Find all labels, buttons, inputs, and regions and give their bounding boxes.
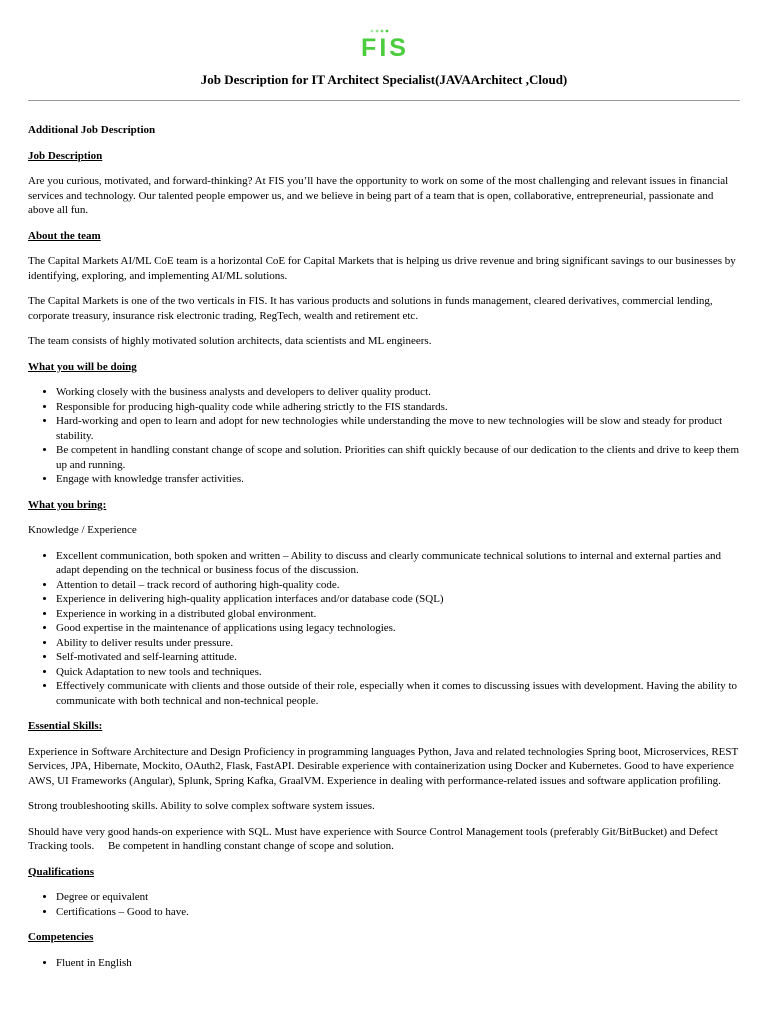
list-item: • Hard-working and open to learn and adopt for new technologies while understanding the move to new technologies will be slow and steady for product stability. (56, 414, 740, 443)
list-item: • Experience in delivering high-quality application interfaces and/or database code (SQL) (56, 592, 740, 607)
skills-paragraph-3: Should have very good hands-on experience with SQL. Must have experience with Source Control Management tools (preferably Git/BitBucket) and Defect Tracking tools. Be competent in handling constant change of scope and solution. (28, 825, 721, 852)
document-title: Job Description for IT Architect Specialist(JAVAArchitect ,Cloud) (200, 72, 568, 87)
bring-subheading: Knowledge / Experience (28, 524, 137, 536)
about-team-heading: About the team (28, 229, 101, 242)
qualifications-heading: Qualifications (28, 865, 95, 878)
competencies-heading: Competencies (28, 931, 94, 943)
list-item: • Quick Adaptation to new tools and techniques. (56, 665, 740, 680)
job-description-heading: Job Description (28, 149, 103, 162)
list-item: • Attention to detail – track record of authoring high-quality code. (56, 578, 740, 593)
fis-logo (352, 28, 418, 58)
logo-text: FIS (361, 34, 409, 58)
list-item: • Experience in working in a distributed global environment. (56, 607, 740, 622)
competencies-list (28, 956, 740, 971)
about-paragraph-1: The Capital Markets AI/ML CoE team is a horizontal CoE for Capital Markets that is helping us drive revenue and bring significant savings to our businesses by identifying, exploring, and implementing AI/ML solutions. (28, 255, 736, 282)
list-item: • Fluent in English (56, 956, 740, 971)
list-item: • Good expertise in the maintenance of applications using legacy technologies. (56, 621, 740, 636)
list-item: • Effectively communicate with clients and those outside of their role, especially when it comes to discussing issues with development. Having the ability to communicate with both technical and non-technical people. (56, 679, 740, 708)
bring-list (28, 549, 740, 709)
about-paragraph-2: The Capital Markets is one of the two verticals in FIS. It has various products and solutions in funds management, cleared derivatives, commercial lending, corporate treasury, insurance risk electronic trading, RegTech, wealth and retirement etc. (28, 295, 713, 322)
list-item: • Ability to deliver results under pressure. (56, 636, 740, 651)
document-body (28, 123, 740, 981)
list-item: • Engage with knowledge transfer activities. (56, 472, 740, 487)
additional-heading: Additional Job Description (28, 124, 156, 136)
title-divider (28, 100, 740, 101)
about-paragraph-3: The team consists of highly motivated solution architects, data scientists and ML engineers. (28, 335, 432, 347)
intro-paragraph: Are you curious, motivated, and forward-thinking? At FIS you’ll have the opportunity to work on some of the most challenging and relevant issues in financial services and technology. Our talented people empower us, and we believe in being part of a team that is open, collaborative, entrepreneurial, passionate and above all fun. (28, 175, 729, 216)
list-item: • Be competent in handling constant change of scope and solution. Priorities can shift quickly because of our dedication to the clients and drive to keep them up and running. (56, 443, 740, 472)
list-item: • Working closely with the business analysts and developers to deliver quality product. (56, 385, 740, 400)
qualifications-list (28, 890, 740, 919)
skills-paragraph-1: Experience in Software Architecture and Design Proficiency in programming languages Python, Java and related technologies Spring boot, Microservices, REST Services, JPA, Hibernate, Mockito, OAuth2, Flask, FastAPI. Desirable experience with containerization using Docker and Kubernetes. Good to have experience AWS, UI Frameworks (Angular), Splunk, Spring Kafka, GraalVM. Experience in dealing with performance-related issues and software application profiling. (28, 745, 739, 787)
bring-heading: What you bring: (28, 498, 107, 511)
list-item: • Responsible for producing high-quality code while adhering strictly to the FIS standards. (56, 400, 740, 415)
list-item: • Self-motivated and self-learning attitude. (56, 650, 740, 665)
list-item: • Degree or equivalent (56, 890, 740, 905)
skills-heading: Essential Skills: (28, 720, 103, 732)
list-item: • Certifications – Good to have. (56, 905, 740, 920)
doing-list (28, 385, 740, 487)
skills-paragraph-2: Strong troubleshooting skills. Ability to solve complex software system issues. (28, 800, 375, 812)
list-item: • Excellent communication, both spoken and written – Ability to discuss and clearly communicate technical solutions to internal and external parties and adapt depending on the technical or business focus of the discussion. (56, 549, 740, 578)
doing-heading: What you will be doing (28, 360, 137, 373)
